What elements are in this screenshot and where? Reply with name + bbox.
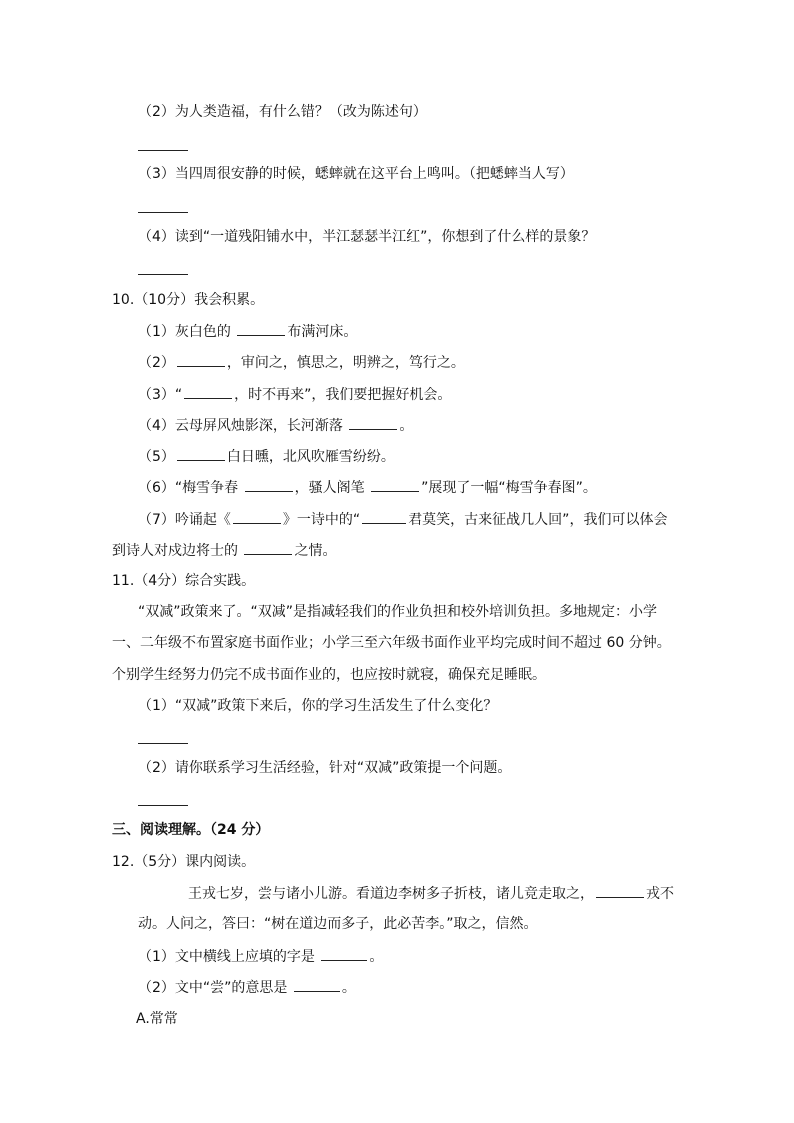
q10-item-3-text-b: ，时不再来”，我们要把握好机会。: [234, 387, 452, 403]
q12-passage-line-1: [188, 883, 674, 904]
q9-sub3-answer-line[interactable]: [138, 212, 188, 213]
q10-item-3: [138, 384, 451, 405]
q12-passage-line-2: 动。人问之，答曰：“树在道边而多子，此必苦李。”取之，信然。: [138, 916, 538, 932]
q11-paragraph-line-3: 个别学生经努力仍完不成书面作业的，也应按时就寝，确保充足睡眠。: [112, 667, 546, 683]
q10-item-6-text-c: ”展现了一幅“梅雪争春图”。: [421, 480, 597, 496]
q12-sub1-text-a: （1）文中横线上应填的字是: [138, 949, 320, 965]
q9-sub3: （3）当四周很安静的时候，蟋蟀就在这平台上鸣叫。（把蟋蟀当人写）: [138, 166, 574, 182]
q12-option-a[interactable]: A.常常: [136, 1011, 178, 1027]
q11-sub2: （2）请你联系学习生活经验，针对“双减”政策提一个问题。: [138, 760, 512, 776]
section-heading: 三、阅读理解。（24 分）: [112, 822, 270, 838]
q10-item-7-text-a: （7）吟诵起《: [138, 512, 231, 528]
q10-item-7-blank-1[interactable]: [233, 509, 281, 524]
q10-item-3-blank[interactable]: [184, 384, 232, 399]
q9-sub4: （4）读到“一道残阳铺水中，半江瑟瑟半江红”，你想到了什么样的景象？: [138, 229, 596, 245]
q12-title: 12.（5分）课内阅读。: [112, 854, 256, 870]
q10-item-7-text-e: 之情。: [294, 543, 337, 559]
q10-item-7: [138, 509, 667, 530]
q11-sub2-answer-line[interactable]: [138, 805, 188, 806]
q10-item-4-text-b: 。: [399, 418, 414, 434]
q10-item-7-text-d: 到诗人对戍边将士的: [112, 543, 243, 559]
q10-item-6: [138, 477, 597, 498]
q12-sub1-text-b: 。: [369, 949, 384, 965]
q10-item-4: [138, 415, 413, 436]
q10-item-7-blank-3[interactable]: [244, 540, 292, 555]
q10-item-7-text-b: 》一诗中的“: [282, 512, 361, 528]
q10-item-1-blank[interactable]: [237, 321, 285, 336]
q10-item-2-text-a: （2）: [138, 355, 175, 371]
q11-paragraph-line-1: “双减”政策来了。“双减”是指减轻我们的作业负担和校外培训负担。多地规定：小学: [138, 604, 658, 620]
q12-passage-text-a: 王戎七岁，尝与诸小儿游。看道边李树多子折枝，诸儿竞走取之，: [188, 886, 594, 902]
q9-sub2-answer-line[interactable]: [138, 150, 188, 151]
q10-item-1: [138, 321, 357, 342]
q12-sub1: [138, 946, 383, 967]
q10-item-6-text-b: ，骚人阁笔: [294, 480, 370, 496]
q12-passage-blank[interactable]: [596, 883, 644, 898]
q12-sub2-text-b: 。: [341, 980, 356, 996]
q10-item-5-text-a: （5）: [138, 449, 175, 465]
q11-paragraph-line-2: 一、二年级不布置家庭书面作业；小学三至六年级书面作业平均完成时间不超过 60 分钟。: [112, 635, 671, 651]
q10-item-2-blank[interactable]: [177, 352, 225, 367]
q12-passage-text-b: 戎不: [646, 886, 674, 902]
q10-item-4-text-a: （4）云母屏风烛影深，长河渐落: [138, 418, 348, 434]
q10-item-5-text-b: 白日曛，北风吹雁雪纷纷。: [226, 449, 395, 465]
q10-item-4-blank[interactable]: [349, 415, 397, 430]
q11-title: 11.（4分）综合实践。: [112, 573, 256, 589]
q10-item-6-blank-2[interactable]: [371, 477, 419, 492]
q11-sub1: （1）“双减”政策下来后，你的学习生活发生了什么变化？: [138, 698, 498, 714]
q10-item-3-text-a: （3）“: [138, 387, 183, 403]
q12-sub2-text-a: （2）文中“尝”的意思是: [138, 980, 292, 996]
q10-item-2: [138, 352, 465, 373]
q10-item-2-text-b: ，审问之，慎思之，明辨之，笃行之。: [226, 355, 465, 371]
q10-item-7-blank-2[interactable]: [362, 509, 406, 524]
q12-sub2: [138, 977, 356, 998]
q12-sub1-blank[interactable]: [321, 946, 367, 961]
q10-item-7-cont: [112, 540, 336, 561]
q10-item-1-text-b: 布满河床。: [287, 324, 358, 340]
q12-sub2-blank[interactable]: [294, 977, 340, 992]
q10-item-5-blank[interactable]: [177, 446, 225, 461]
q10-item-1-text-a: （1）灰白色的: [138, 324, 236, 340]
q11-sub1-answer-line[interactable]: [138, 743, 188, 744]
q10-item-6-blank-1[interactable]: [245, 477, 293, 492]
q10-item-5: [138, 446, 395, 467]
q10-title: 10.（10分）我会积累。: [112, 292, 265, 308]
q9-sub2: （2）为人类造福，有什么错？（改为陈述句）: [138, 104, 427, 120]
q10-item-6-text-a: （6）“梅雪争春: [138, 480, 243, 496]
q9-sub4-answer-line[interactable]: [138, 274, 188, 275]
q10-item-7-text-c: 君莫笑，古来征战几人回”，我们可以体会: [408, 512, 668, 528]
